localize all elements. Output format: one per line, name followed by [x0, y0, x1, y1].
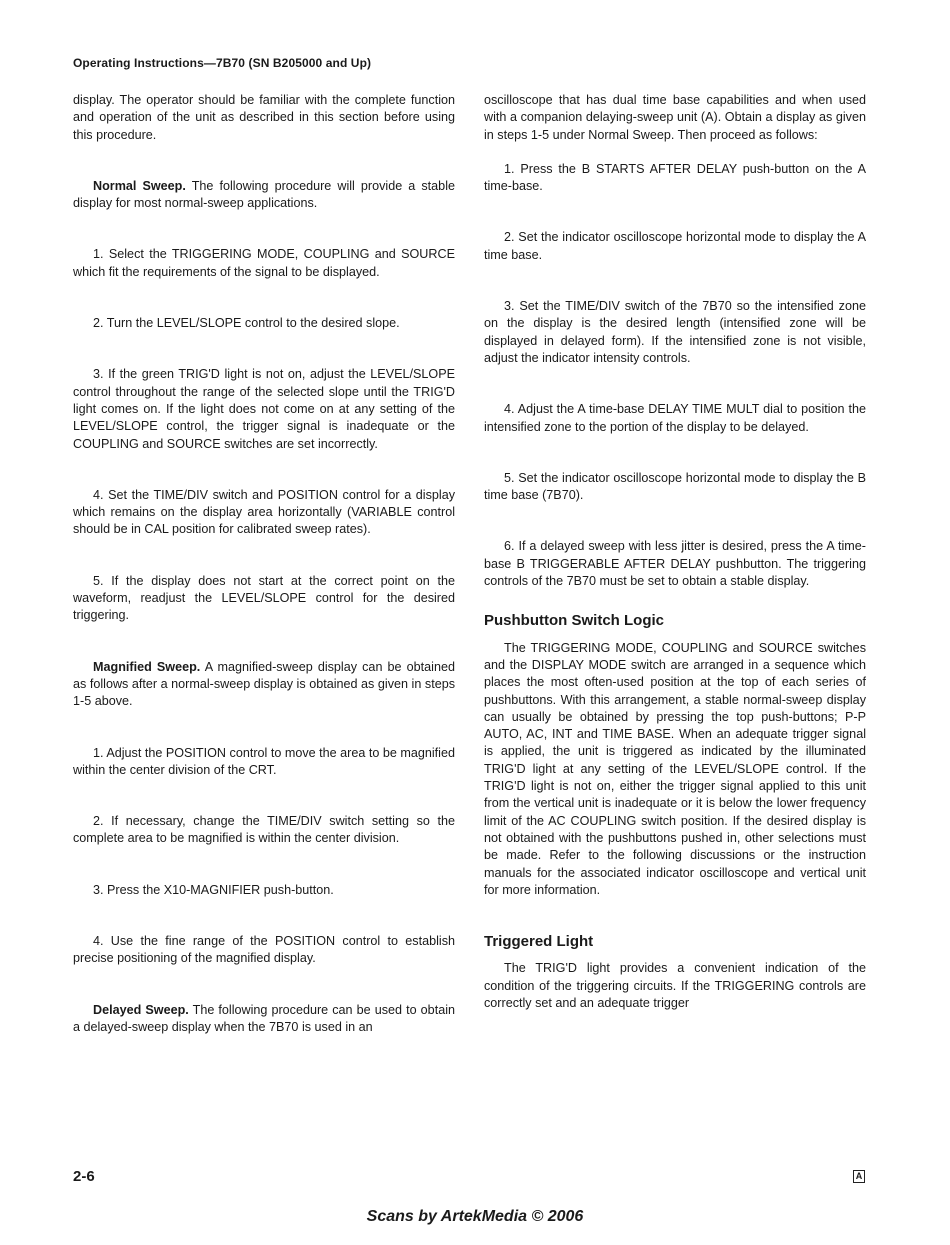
delayed-sweep-text: The following procedure can be used to obtain a delayed-sweep display when the 7B70 is used in an — [73, 1002, 455, 1034]
normal-sweep-para — [73, 178, 455, 213]
magnified-sweep-lead: Magnified Sweep. — [93, 659, 201, 674]
delayed-step-4: 4. Adjust the A time-base DELAY TIME MULT dial to position the intensified zone to the portion of the display to be delayed. — [484, 402, 866, 434]
revision-mark: A — [853, 1170, 865, 1183]
triggered-text: The TRIG'D light provides a convenient indication of the condition of the triggering circuits. If the TRIGGERING controls are correctly set and an adequate trigger — [484, 961, 866, 1010]
magnified-step-3: 3. Press the X10-MAGNIFIER push-button. — [93, 882, 334, 897]
normal-step-4: 4. Set the TIME/DIV switch and POSITION control for a display which remains on the display area horizontally (VARIABLE control should be in CAL position for calibrated sweep rates). — [73, 487, 455, 537]
delayed-step-6: 6. If a delayed sweep with less jitter is desired, press the A time-base B TRIGGERABLE AFTER DELAY pushbutton. The triggering controls of the 7B70 must be set to obtain a stable display. — [484, 539, 866, 589]
delayed-sweep-para — [73, 1002, 455, 1037]
magnified-sweep-text: A magnified-sweep display can be obtained as follows after a normal-sweep display is obtained as given in steps 1-5 above. — [73, 659, 455, 709]
magnified-step-1: 1. Adjust the POSITION control to move the area to be magnified within the center division of the CRT. — [73, 745, 455, 777]
triggered-heading: Triggered Light — [484, 933, 594, 951]
right-intro: oscilloscope that has dual time base capabilities and when used with a companion delaying-sweep unit (A). Obtain a display as given in steps 1-5 under Normal Sweep. Then proceed as follows: — [484, 93, 866, 142]
page-header: Operating Instructions—7B70 (SN B205000 and Up) — [73, 56, 372, 70]
magnified-step-2: 2. If necessary, change the TIME/DIV switch setting so the complete area to be magnified is within the center division. — [73, 814, 455, 846]
normal-sweep-lead: Normal Sweep. — [93, 178, 186, 193]
scan-credit: Scans by ArtekMedia © 2006 — [366, 1208, 584, 1225]
left-intro: display. The operator should be familiar with the complete function and operation of the unit as described in this section before using this procedure. — [73, 93, 455, 142]
delayed-step-5: 5. Set the indicator oscilloscope horizontal mode to display the B time base (7B70). — [484, 470, 866, 503]
magnified-sweep-para — [73, 659, 455, 711]
left-column — [73, 92, 455, 1036]
normal-step-1: 1. Select the TRIGGERING MODE, COUPLING and SOURCE which fit the requirements of the signal to be displayed. — [73, 247, 455, 279]
delayed-step-2: 2. Set the indicator oscilloscope horizontal mode to display the A time base. — [484, 230, 866, 262]
magnified-step-4: 4. Use the fine range of the POSITION control to establish precise positioning of the magnified display. — [73, 934, 455, 966]
normal-step-5: 5. If the display does not start at the correct point on the waveform, readjust the LEVEL/SLOPE control for the desired triggering. — [73, 573, 455, 623]
page-number: 2-6 — [73, 1168, 95, 1185]
normal-step-3: 3. If the green TRIG'D light is not on, adjust the LEVEL/SLOPE control throughout the range of the selected slope until the TRIG'D light comes on. If the light does not come on at any setting of the LEVEL/SLOPE control, the trigger signal is inadequate or the COUPLING and SOURCE switches are set incorrectly. — [73, 367, 455, 451]
normal-sweep-text: The following procedure will provide a stable display for most normal-sweep applications. — [73, 178, 455, 211]
right-column — [484, 92, 866, 1012]
pushbutton-text: The TRIGGERING MODE, COUPLING and SOURCE switches and the DISPLAY MODE switch are arranged in a sequence which places the most often-used position at the top of each series of pushbuttons. With this arrangement, a stable normal-sweep display can usually be obtained by pressing the top push-buttons; P-P AUTO, AC, INT and TIME BASE. When an adequate trigger signal is applied, the unit is triggered as indicated by the illuminated TRIG'D light at any setting of the LEVEL/SLOPE control. If the TRIG'D light is not on, either the trigger signal applied to this unit from the vertical unit is inadequate or it is below the lower frequency limit of the AC COUPLING switch position. If the desired display is not obtained with the pushbuttons pushed in, other selections must be made. Refer to the following discussions or the instruction manuals for the associated indicator oscilloscope and vertical unit for more information. — [484, 640, 866, 897]
delayed-step-3: 3. Set the TIME/DIV switch of the 7B70 so the intensified zone on the display is the desired length (intensified zone will be displayed in delayed form). If the intensified zone is not visible, adjust the indicator intensity controls. — [484, 299, 866, 365]
pushbutton-heading: Pushbutton Switch Logic — [484, 612, 664, 630]
delayed-step-1: 1. Press the B STARTS AFTER DELAY push-button on the A time-base. — [484, 161, 866, 194]
delayed-sweep-lead: Delayed Sweep. — [93, 1002, 189, 1017]
normal-step-2: 2. Turn the LEVEL/SLOPE control to the desired slope. — [93, 316, 400, 331]
